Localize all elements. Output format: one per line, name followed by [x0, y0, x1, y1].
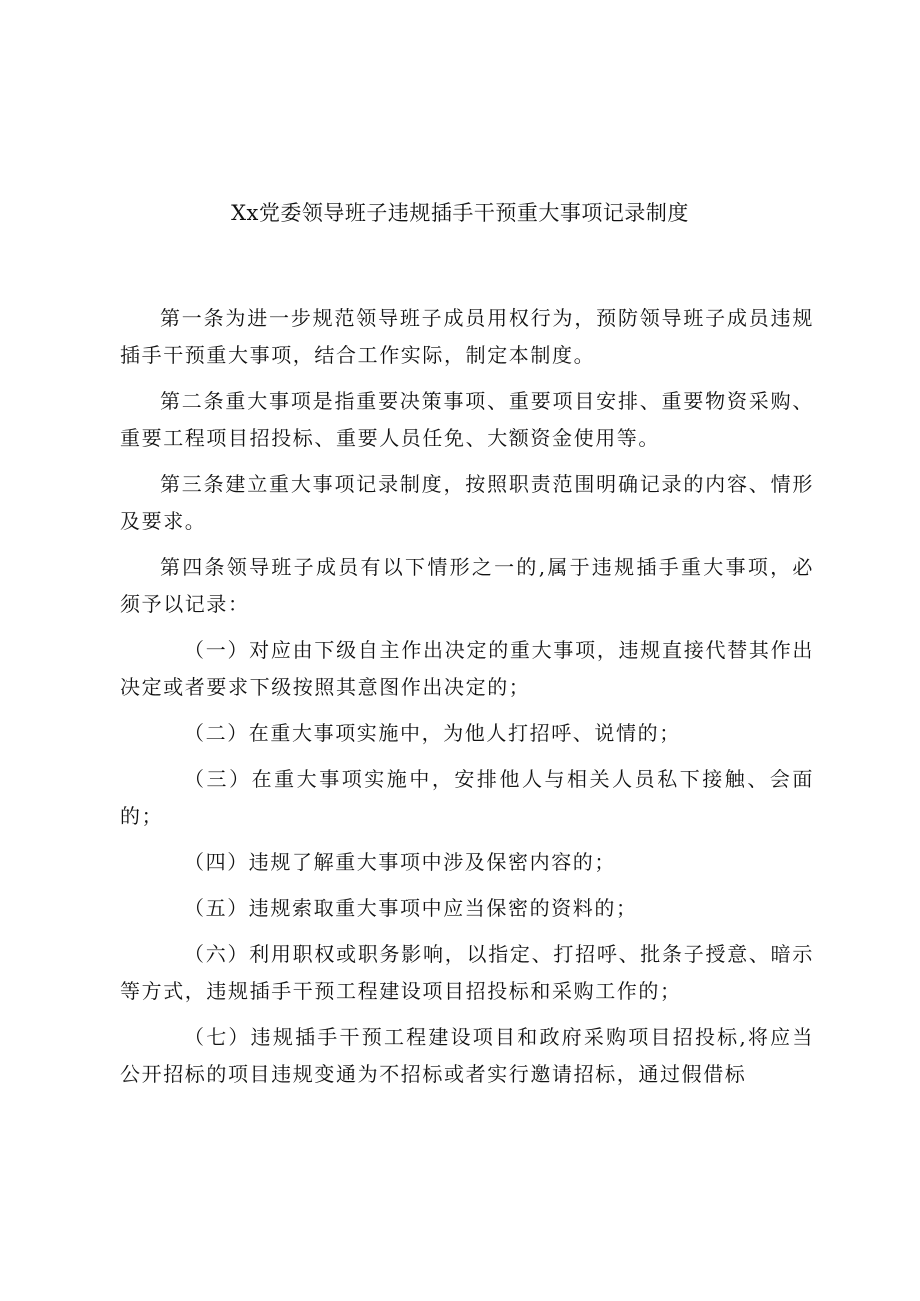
article-3-paragraph: 第三条建立重大事项记录制度，按照职责范围明确记录的内容、情形及要求。: [120, 472, 814, 533]
clause-6-paragraph: （六）利用职权或职务影响，以指定、打招呼、批条子授意、暗示等方式，违规插手干预工程建设项目招投标和采购工作的；: [120, 942, 814, 1003]
clause-5-paragraph: （五）违规索取重大事项中应当保密的资料的；: [184, 896, 638, 920]
article-1-paragraph: 第一条为进一步规范领导班子成员用权行为，预防领导班子成员违规插手干预重大事项，结合工作实际，制定本制度。: [120, 306, 814, 367]
clause-1-paragraph: （一）对应由下级自主作出决定的重大事项，违规直接代替其作出决定或者要求下级按照其意图作出决定的；: [120, 638, 814, 699]
clause-3-paragraph: （三）在重大事项实施中，安排他人与相关人员私下接触、会面的；: [120, 767, 814, 828]
document-body: [120, 300, 814, 1102]
document-title: Xx党委领导班子违规插手干预重大事项记录制度: [231, 201, 689, 225]
article-2-paragraph: 第二条重大事项是指重要决策事项、重要项目安排、重要物资采购、重要工程项目招投标、重要人员任免、大额资金使用等。: [120, 389, 814, 450]
clause-2-paragraph: （二）在重大事项实施中，为他人打招呼、说情的；: [184, 721, 681, 745]
article-4-paragraph: 第四条领导班子成员有以下情形之一的,属于违规插手重大事项，必须予以记录：: [120, 555, 814, 616]
clause-7-paragraph: （七）违规插手干预工程建设项目和政府采购项目招投标,将应当公开招标的项目违规变通为不招标或者实行邀请招标，通过假借标: [120, 1025, 814, 1086]
clause-4-paragraph: （四）违规了解重大事项中涉及保密内容的；: [184, 850, 616, 874]
